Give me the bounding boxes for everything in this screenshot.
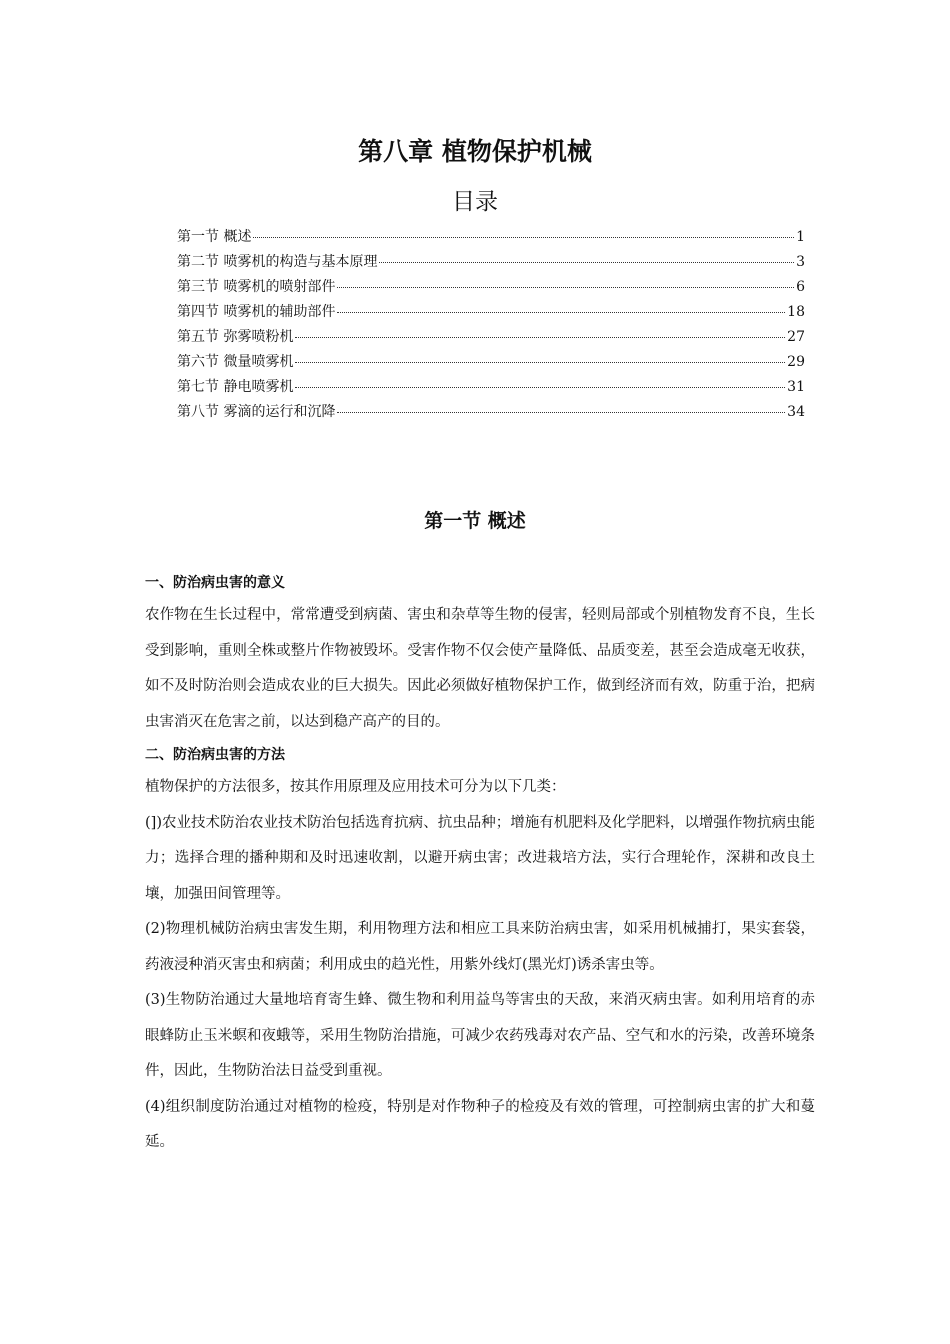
toc-dot-leader — [295, 387, 785, 388]
toc-dot-leader — [295, 337, 785, 338]
subheading: 二、防治病虫害的方法 — [145, 747, 285, 763]
toc-entry-page: 27 — [787, 329, 805, 345]
toc-entry-page: 31 — [787, 379, 805, 395]
toc-dot-leader — [337, 412, 785, 413]
paragraph: (])农业技术防治农业技术防治包括选育抗病、抗虫品种；增施有机肥料及化学肥料，以增强作物抗病虫能力；选择合理的播种期和及时迅速收割，以避开病虫害；改进栽培方法，实行合理轮作，深耕和改良土壤，加强田间管理等。 — [145, 814, 815, 902]
toc-entry-label: 第二节 喷雾机的构造与基本原理 — [177, 254, 378, 270]
toc-entry[interactable] — [177, 376, 805, 401]
paragraph: (3)生物防治通过大量地培育寄生蜂、微生物和利用益鸟等害虫的天敌，来消灭病虫害。如利用培育的赤眼蜂防止玉米螟和夜蛾等，采用生物防治措施，可减少农药残毒对农产品、空气和水的污染，改善环境条件，因此，生物防治法日益受到重视。 — [145, 992, 815, 1079]
chapter-title: 第八章 植物保护机械 — [358, 137, 592, 166]
toc-dot-leader — [295, 362, 785, 363]
section-body — [145, 568, 815, 1161]
paragraph: (2)物理机械防治病虫害发生期，利用物理方法和相应工具来防治病虫害，如采用机械捕打，果实套袋，药液浸种消灭害虫和病菌；利用成虫的趋光性，用紫外线灯(黑光灯)诱杀害虫等。 — [145, 921, 815, 973]
toc-dot-leader — [337, 287, 794, 288]
toc-entry[interactable] — [177, 276, 805, 301]
toc-entry[interactable] — [177, 351, 805, 376]
toc-entry-label: 第六节 微量喷雾机 — [177, 354, 294, 370]
toc-dot-leader — [337, 312, 785, 313]
toc-entry-page: 29 — [787, 354, 805, 370]
toc-entry-label: 第三节 喷雾机的喷射部件 — [177, 279, 336, 295]
toc-entry[interactable] — [177, 326, 805, 351]
paragraph: (4)组织制度防治通过对植物的检疫，特别是对作物种子的检疫及有效的管理，可控制病虫害的扩大和蔓延。 — [145, 1098, 815, 1150]
toc-entry[interactable] — [177, 226, 805, 251]
paragraph: 农作物在生长过程中，常常遭受到病菌、害虫和杂草等生物的侵害，轻则局部或个别植物发育不良，生长受到影响，重则全株或整片作物被毁坏。受害作物不仅会使产量降低、品质变差，甚至会造成毫无收获，如不及时防治则会造成农业的巨大损失。因此必须做好植物保护工作，做到经济而有效，防重于治，把病虫害消灭在危害之前，以达到稳产高产的目的。 — [145, 607, 815, 730]
toc-entry-page: 34 — [787, 404, 805, 420]
toc-heading: 目录 — [452, 189, 498, 215]
toc-entry-page: 6 — [796, 279, 805, 295]
toc-dot-leader — [253, 237, 794, 238]
toc-entry-label: 第一节 概述 — [177, 229, 252, 245]
subheading: 一、防治病虫害的意义 — [145, 575, 285, 591]
paragraph: 植物保护的方法很多，按其作用原理及应用技术可分为以下几类： — [145, 779, 566, 795]
toc-entry[interactable] — [177, 301, 805, 326]
toc-entry-label: 第七节 静电喷雾机 — [177, 379, 294, 395]
toc-entry-label: 第四节 喷雾机的辅助部件 — [177, 304, 336, 320]
toc-entry[interactable] — [177, 251, 805, 276]
table-of-contents — [177, 226, 805, 426]
toc-entry-page: 3 — [796, 254, 805, 270]
toc-entry-page: 18 — [787, 304, 805, 320]
toc-entry-page: 1 — [796, 229, 805, 245]
toc-dot-leader — [379, 262, 794, 263]
toc-entry-label: 第八节 雾滴的运行和沉降 — [177, 404, 336, 420]
toc-entry[interactable] — [177, 401, 805, 426]
section-title: 第一节 概述 — [424, 510, 526, 532]
toc-entry-label: 第五节 弥雾喷粉机 — [177, 329, 294, 345]
